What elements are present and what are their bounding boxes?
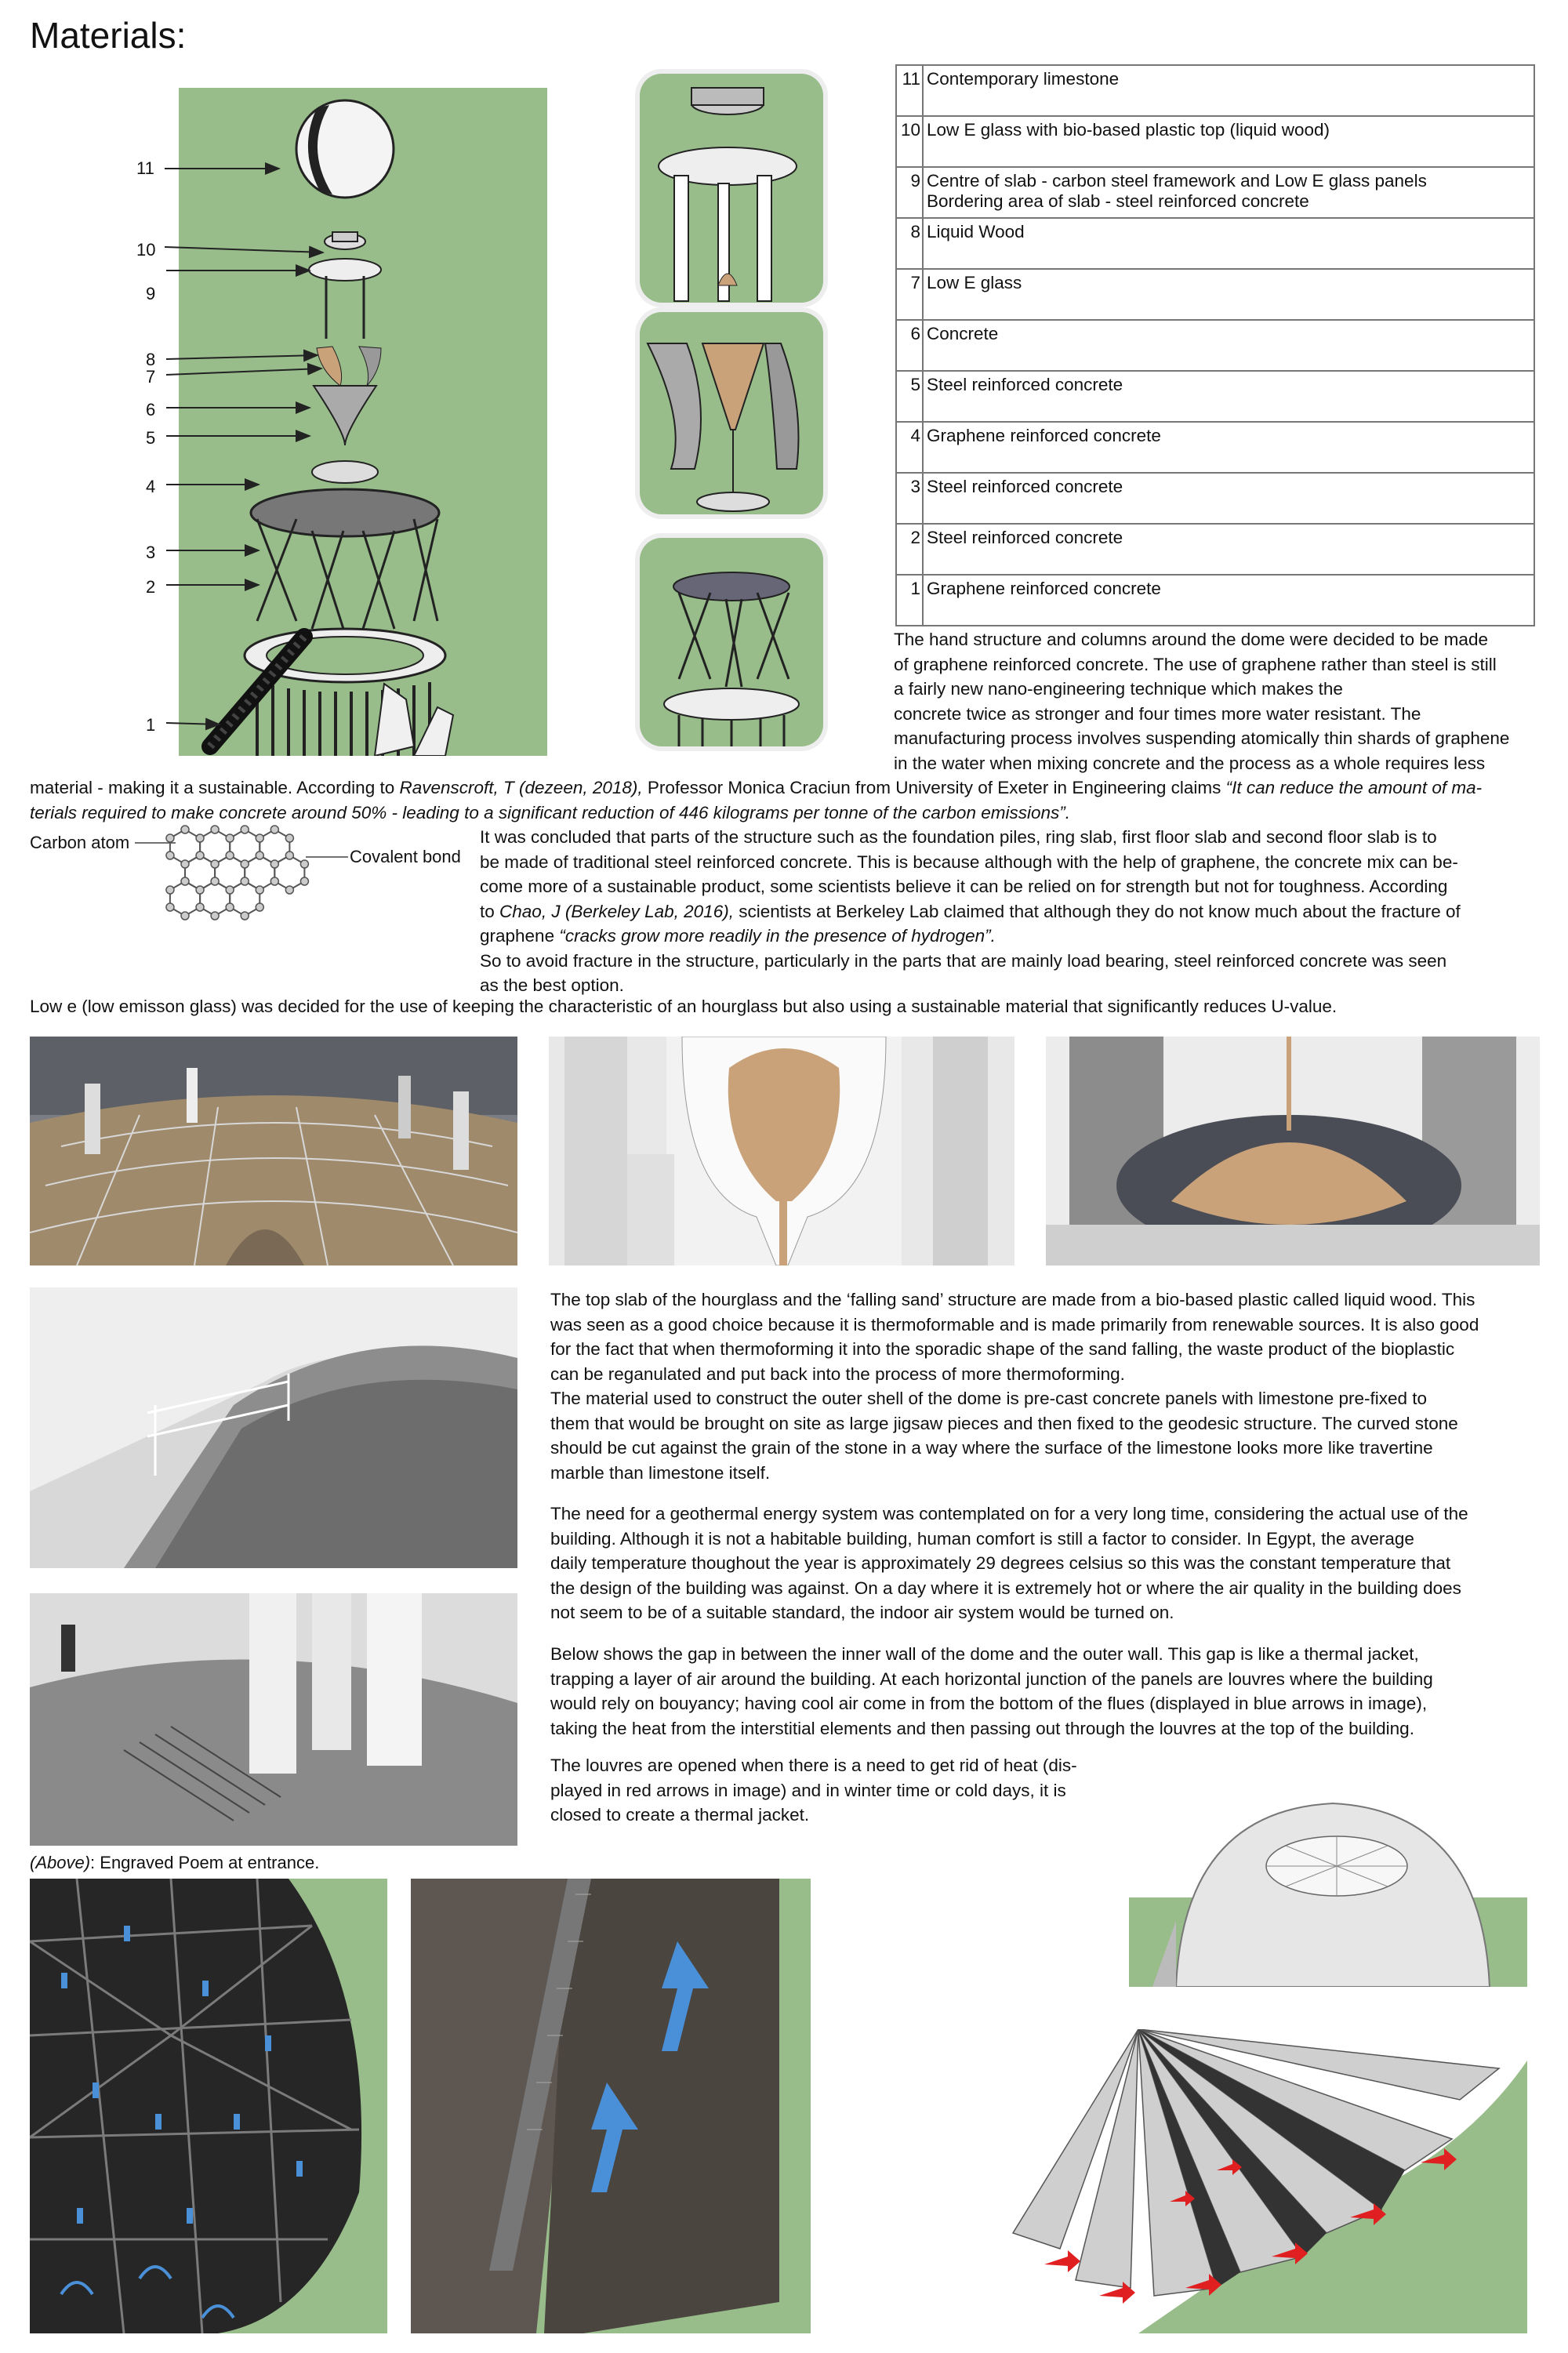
- render-flue-gap-blue-arrows: [411, 1879, 811, 2333]
- carbon-atom: [285, 852, 293, 859]
- render-engraved-poem: [30, 1593, 517, 1846]
- text-line: closed to create a thermal jacket.: [550, 1805, 810, 1825]
- quote: “cracks grow more readily in the presence of hydrogen”.: [559, 926, 996, 946]
- diagram-label: 2: [146, 577, 156, 597]
- text-line: The need for a geothermal energy system was contemplated on for a very long time, considering the actual use of the: [550, 1504, 1468, 1523]
- carbon-atom: [256, 903, 263, 911]
- carbon-atom: [241, 826, 249, 833]
- material-number: 6: [896, 320, 923, 371]
- carbon-atom: [211, 912, 219, 920]
- render-sand-funnel: [549, 1037, 1014, 1265]
- materials-table: [895, 64, 1535, 626]
- material-number: 7: [896, 269, 923, 320]
- diagram-label: 4: [146, 477, 156, 496]
- carbon-atom: [181, 877, 189, 885]
- detail-panel-top: [640, 74, 823, 303]
- low-e-paragraph: Low e (low emisson glass) was decided for the use of keeping the characteristic of an hourglass but also using a sustainable material that significantly reduces U-value.: [30, 997, 1338, 1016]
- table-row: [896, 575, 1534, 626]
- table-row: [896, 269, 1534, 320]
- carbon-atom: [270, 826, 278, 833]
- carbon-atom: [226, 886, 234, 894]
- material-number: 3: [896, 473, 923, 524]
- citation: Ravenscroft, T (dezeen, 2018),: [399, 778, 643, 797]
- material-number: 1: [896, 575, 923, 626]
- text-line: played in red arrows in image) and in winter time or cold days, it is: [550, 1780, 1066, 1800]
- text-line: The material used to construct the outer shell of the dome is pre-cast concrete panels with limestone pre-fixed to: [550, 1389, 1428, 1408]
- table-row: [896, 65, 1534, 116]
- lattice-bonds: [170, 830, 305, 916]
- text-line: manufacturing process involves suspending atomically thin shards of graphene: [894, 728, 1510, 748]
- render-dome-exterior: [1129, 1780, 1527, 1987]
- text-line: be made of traditional steel reinforced concrete. This is because although with the help of graphene, the concrete mix can be-: [480, 852, 1458, 872]
- text-line: of graphene reinforced concrete. The use of graphene rather than steel is still: [894, 654, 1497, 674]
- table-row: [896, 473, 1534, 524]
- diagram-label: 6: [146, 400, 156, 419]
- text-line: come more of a sustainable product, some scientists believe it can be relied on for strength but not for toughness. According: [480, 877, 1448, 896]
- table-row: [896, 371, 1534, 422]
- quote: terials required to make concrete around 50% - leading to a significant reduction of 446 kilograms per tonne of the carbon emissions”.: [30, 802, 1070, 822]
- steel-paragraph: [480, 825, 1562, 998]
- text-line: [480, 899, 1562, 924]
- material-number: 5: [896, 371, 923, 422]
- material-name: Centre of slab - carbon steel framework and Low E glass panels: [927, 171, 1427, 191]
- lattice-hexagon: [200, 881, 230, 916]
- covalent-bond-label: Covalent bond: [350, 847, 461, 866]
- detail-panel-middle: [640, 312, 823, 514]
- render-louvres-red-arrows: [982, 2029, 1527, 2333]
- carbon-atom-label: Carbon atom: [30, 833, 130, 852]
- table-row: [896, 422, 1534, 473]
- material-number: 10: [896, 116, 923, 167]
- render-ramp: [30, 1287, 517, 1568]
- carbon-atom: [166, 903, 174, 911]
- text-line: marble than limestone itself.: [550, 1462, 771, 1483]
- text-line: would rely on bouyancy; having cool air come in from the bottom of the flues (displayed in blue arrows in image),: [550, 1694, 1428, 1713]
- diagram-label: 9: [146, 284, 156, 303]
- material-name: Steel reinforced concrete: [923, 524, 1534, 575]
- carbon-atom: [211, 877, 219, 885]
- carbon-atom: [226, 903, 234, 911]
- carbon-atom: [181, 860, 189, 868]
- carbon-atom: [241, 860, 249, 868]
- diagram-label: 3: [146, 543, 156, 562]
- table-row: [896, 524, 1534, 575]
- liquid-wood-paragraph: [550, 1287, 1554, 1485]
- text-line: [30, 801, 1559, 826]
- graphene-paragraph: [894, 627, 1544, 775]
- table-row: [896, 218, 1534, 269]
- material-name: Steel reinforced concrete: [923, 371, 1534, 422]
- text-line: taking the heat from the interstitial elements and then passing out through the louvres at the top of the building.: [550, 1718, 1414, 1738]
- carbon-atom: [270, 860, 278, 868]
- carbon-atom: [300, 860, 308, 868]
- render-sand-cone: [1046, 1037, 1540, 1265]
- carbon-atom: [166, 834, 174, 842]
- text-run: Professor Monica Craciun from University of Exeter in Engineering claims: [642, 778, 1226, 797]
- text-line: them that would be brought on site as large jigsaw pieces and then fixed to the geodesic structure. The curved stone: [550, 1413, 1458, 1433]
- carbon-atom: [256, 886, 263, 894]
- carbon-atom: [211, 860, 219, 868]
- poem-caption: [30, 1850, 319, 1876]
- carbon-atom: [270, 877, 278, 885]
- diagram-label: 10: [136, 240, 156, 260]
- text-run: scientists at Berkeley Lab claimed that although they do not know much about the fracture of: [733, 901, 1461, 921]
- carbon-atom: [181, 912, 189, 920]
- text-line: the design of the building was against. On a day where it is extremely hot or where the air quality in the building does: [550, 1578, 1461, 1598]
- material-number: 11: [896, 65, 923, 116]
- lattice-hexagon: [274, 855, 304, 890]
- text-line: building. Although it is not a habitable building, human comfort is still a factor to consider. In Egypt, the average: [550, 1528, 1414, 1549]
- table-row: [896, 320, 1534, 371]
- quote: “It can reduce the amount of ma-: [1225, 778, 1483, 797]
- material-name: Liquid Wood: [923, 218, 1534, 269]
- lattice-hexagon: [230, 881, 260, 916]
- text-line: So to avoid fracture in the structure, particularly in the parts that are mainly load bearing, steel reinforced concrete was seen: [480, 950, 1447, 971]
- text-line: The hand structure and columns around the dome were decided to be made: [894, 630, 1488, 649]
- text-line: was seen as a good choice because it is thermoformable and is made primarily from renewable sources. It is also good: [550, 1314, 1479, 1334]
- render-geodesic-dome-blue-arrows: [30, 1879, 387, 2333]
- material-name: Contemporary limestone: [923, 65, 1534, 116]
- text-line: concrete twice as stronger and four times more water resistant. The: [894, 703, 1421, 724]
- material-number: 4: [896, 422, 923, 473]
- text-line: a fairly new nano-engineering technique which makes the: [894, 679, 1343, 699]
- graphene-lattice-diagram: [135, 823, 354, 964]
- text-run: material - making it a sustainable. According to: [30, 778, 400, 797]
- material-name: Steel reinforced concrete: [923, 473, 1534, 524]
- text-line: daily temperature thoughout the year is approximately 29 degrees celsius so this was the constant temperature that: [550, 1553, 1451, 1573]
- citation: Chao, J (Berkeley Lab, 2016),: [499, 901, 734, 921]
- page-title: Materials:: [30, 15, 187, 56]
- carbon-atom: [166, 886, 174, 894]
- carbon-atom: [196, 852, 204, 859]
- text-line: should be cut against the grain of the stone in a way where the surface of the limestone looks more like travertine: [550, 1438, 1433, 1458]
- material-number: 9: [896, 167, 923, 218]
- diagram-label: 7: [146, 367, 156, 387]
- text-line: not seem to be of a suitable standard, the indoor air system would be turned on.: [550, 1603, 1174, 1622]
- text-run: to: [480, 901, 500, 921]
- material-name: Concrete: [923, 320, 1534, 371]
- caption-text: : Engraved Poem at entrance.: [90, 1853, 320, 1872]
- text-line: Below shows the gap in between the inner wall of the dome and the outer wall. This gap is like a thermal jacket,: [550, 1644, 1419, 1664]
- text-run: graphene: [480, 926, 560, 946]
- text-line: can be reganulated and put back into the process of more thermoforming.: [550, 1364, 1125, 1384]
- carbon-atom: [196, 886, 204, 894]
- graphene-paragraph-continued: [30, 775, 1559, 825]
- carbon-atom: [211, 826, 219, 833]
- carbon-atom: [196, 834, 204, 842]
- carbon-atom: [285, 834, 293, 842]
- caption-label: (Above): [30, 1853, 91, 1872]
- carbon-atom: [256, 834, 263, 842]
- material-name: Graphene reinforced concrete: [923, 422, 1534, 473]
- lattice-hexagon: [170, 881, 200, 916]
- table-row: [896, 116, 1534, 167]
- carbon-atom: [196, 903, 204, 911]
- text-line: The louvres are opened when there is a need to get rid of heat (dis-: [550, 1756, 1077, 1775]
- carbon-atom: [166, 852, 174, 859]
- material-name: Low E glass with bio-based plastic top (liquid wood): [923, 116, 1534, 167]
- text-line: as the best option.: [480, 975, 624, 995]
- carbon-atom: [226, 834, 234, 842]
- carbon-atom: [181, 826, 189, 833]
- material-name: Low E glass: [923, 269, 1534, 320]
- carbon-atom: [241, 912, 249, 920]
- table-row: [896, 167, 1534, 218]
- material-name-secondary: Bordering area of slab - steel reinforced concrete: [927, 191, 1309, 211]
- lattice-atoms: [166, 826, 308, 920]
- geothermal-paragraph: [550, 1501, 1554, 1625]
- material-name: Graphene reinforced concrete: [923, 575, 1534, 626]
- diagram-label: 11: [136, 158, 154, 178]
- carbon-atom: [226, 852, 234, 859]
- diagram-label: 5: [146, 428, 156, 448]
- carbon-atom: [256, 852, 263, 859]
- carbon-atom: [241, 877, 249, 885]
- material-number: 8: [896, 218, 923, 269]
- render-exhibition-floor: [30, 1037, 517, 1265]
- material-number: 2: [896, 524, 923, 575]
- text-line: trapping a layer of air around the building. At each horizontal junction of the panels are louvres where the building: [550, 1669, 1433, 1689]
- detail-panel-bottom: [640, 538, 823, 746]
- text-line: [30, 775, 1559, 801]
- diagram-label: 1: [146, 715, 156, 735]
- thermal-gap-paragraph: [550, 1642, 1554, 1741]
- text-line: [480, 924, 1562, 949]
- leader-arrows: [0, 0, 549, 784]
- louvre-paragraph: [550, 1753, 1115, 1828]
- text-line: for the fact that when thermoforming it into the sporadic shape of the sand falling, the waste product of the bioplastic: [550, 1339, 1455, 1359]
- diagram-label: 8: [146, 350, 156, 369]
- text-line: in the water when mixing concrete and the process as a whole requires less: [894, 753, 1486, 773]
- carbon-atom: [285, 886, 293, 894]
- carbon-atom: [300, 877, 308, 885]
- text-line: The top slab of the hourglass and the ‘falling sand’ structure are made from a bio-based plastic called liquid wood. This: [550, 1290, 1475, 1309]
- text-line: It was concluded that parts of the structure such as the foundation piles, ring slab, first floor slab and second floor slab is to: [480, 827, 1437, 847]
